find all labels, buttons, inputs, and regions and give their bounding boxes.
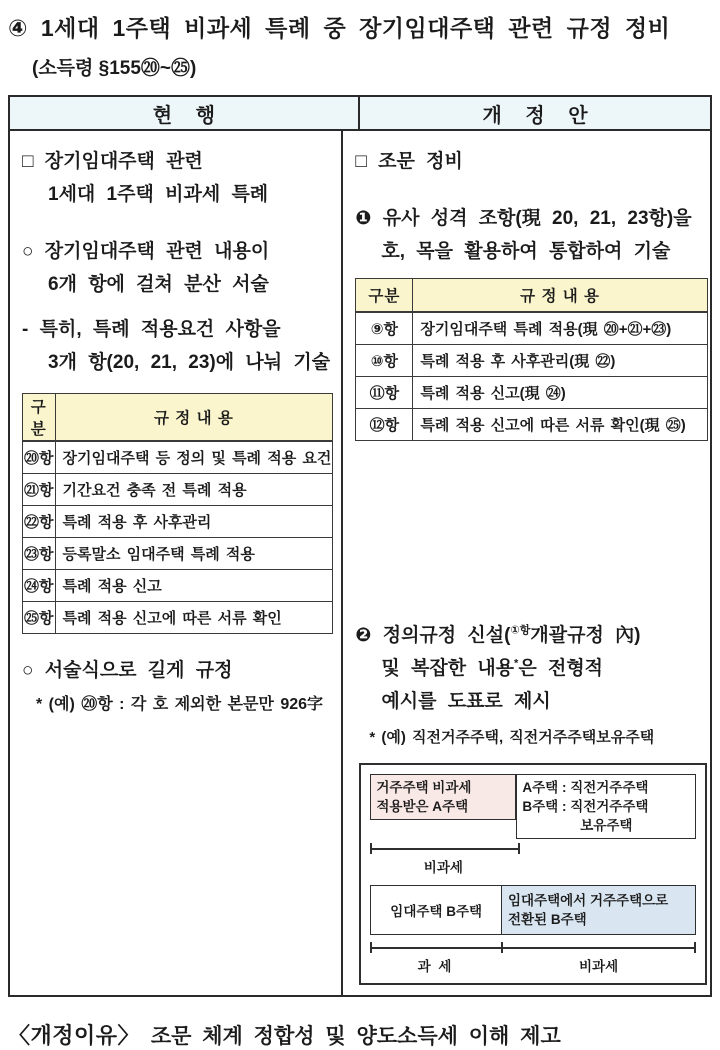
exempt-span-line [370,843,520,854]
revision-reason [8,1019,720,1050]
row-no: ⑨항 [356,312,413,345]
row-no: ㉒항 [23,506,56,538]
revised-para2-line3: 예시를 도표로 제시 [381,691,551,712]
para2-line2-sup: * [514,657,519,670]
legend-line3: 보유주택 [580,818,633,833]
table-row [356,377,707,409]
revised-column [343,131,719,995]
col-division: 구분 [23,394,56,442]
current-para1-line1: ○ 장기임대주택 관련 내용이 [22,241,270,262]
table-row [23,570,333,602]
house-b-converted-box [501,886,695,934]
para2-line1-sup: ①항 [510,624,531,637]
table-row [23,506,333,538]
row-desc: 특례 적용 후 사후관리(現 ㉒) [413,345,707,377]
house-a-line1: 거주주택 비과세 [376,780,472,795]
para2-line2-post: 은 전형적 [518,658,604,679]
current-para2-line1: - 특히, 특례 적용요건 사항을 [22,319,281,340]
table-header-row [23,394,333,442]
row-desc: 기간요건 충족 전 특례 적용 [55,474,333,506]
diagram-top-row [370,774,696,839]
revised-para2-line1 [355,619,711,652]
row-no: ㉑항 [23,474,56,506]
row-desc: 특례 적용 신고에 따른 서류 확인 [55,602,333,634]
house-a-box [370,774,516,820]
revised-heading-line1: □ 조문 정비 [355,151,463,172]
table-row [23,602,333,634]
current-column [10,131,343,995]
row-desc: 장기임대주택 등 정의 및 특례 적용 요건 [55,441,333,474]
comparison-table-header [10,97,710,131]
current-para2-line2: 3개 항(20, 21, 23)에 나눠 기술 [48,352,331,373]
row-no: ㉓항 [23,538,56,570]
legend-line2: B주택 : 직전거주주택 [522,799,649,814]
table-row [23,474,333,506]
row-desc: 특례 적용 신고 [55,570,333,602]
current-heading-item [22,145,333,211]
table-header-row [356,279,707,313]
table-row [356,312,707,345]
table-row [356,409,707,441]
comparison-table-body [10,131,710,995]
house-b-rental-box: 임대주택 B주택 [390,904,483,919]
revised-footnote: * (예) 직전거주주택, 직전거주주택보유주택 [369,729,655,746]
row-no: ⑳항 [23,441,56,474]
current-provisions-table [22,393,333,634]
house-a-line2: 적용받은 A주택 [376,799,469,814]
current-para3-line1: ○ 서술식으로 길게 규정 [22,660,233,681]
table-row [356,345,707,377]
revised-provisions-table [355,278,707,441]
current-para1-line2: 6개 항에 걸쳐 분산 서술 [48,274,269,295]
row-no: ㉕항 [23,602,56,634]
col-division: 구분 [356,279,413,313]
row-desc: 등록말소 임대주택 특례 적용 [55,538,333,570]
page-subtitle: (소득령 §155⑳~㉕) [32,58,197,79]
exempt-span-label: 비과세 [423,860,463,875]
table-row [23,538,333,570]
revision-reason-label: 〈개정이유〉 [8,1023,141,1048]
revised-para2-line2 [355,652,711,685]
example-diagram [359,763,707,985]
current-heading-line1: □ 장기임대주택 관련 [22,151,203,172]
row-desc: 특례 적용 후 사후관리 [55,506,333,538]
revised-heading-item [355,145,711,178]
row-no: ⑪항 [356,377,413,409]
page-title: ④ 1세대 1주택 비과세 특례 중 장기임대주택 관련 규정 정비 [8,15,671,41]
table-row [23,441,333,474]
comparison-table [8,95,712,997]
col-contents: 규 정 내 용 [413,279,707,313]
exempt-label: 비과세 [578,959,619,974]
diagram-bottom-row [370,885,696,935]
current-para1 [22,235,333,301]
legend-line1: A주택 : 직전거주주택 [522,780,649,795]
current-footnote: * (예) ⑳항 : 각 호 제외한 본문만 926字 [36,696,324,713]
current-heading-line2: 1세대 1주택 비과세 특례 [48,184,269,205]
tax-span-labels [370,955,696,975]
current-para2 [22,313,333,379]
para2-line1-pre: ❷ 정의규정 신설( [355,625,511,646]
header-revised: 개 정 안 [482,104,597,127]
house-b-converted-line2: 전환된 B주택 [507,912,587,927]
row-no: ⑩항 [356,345,413,377]
legend-box [516,774,696,839]
revised-para1 [355,202,711,268]
row-desc: 장기임대주택 특례 적용(現 ⑳+㉑+㉓) [413,312,707,345]
tax-span-divider [501,942,503,953]
row-desc: 특례 적용 신고(現 ㉔) [413,377,707,409]
revised-para1-line1: ❶ 유사 성격 조항(現 20, 21, 23항)을 [355,208,692,229]
header-current: 현 행 [10,97,360,129]
revised-para2 [355,619,711,718]
tax-span-line [370,942,696,953]
row-desc: 특례 적용 신고에 따른 서류 확인(現 ㉕) [413,409,707,441]
para2-line2-pre: 및 복잡한 내용 [381,658,515,679]
revised-para1-line2: 호, 목을 활용하여 통합하여 기술 [381,241,671,262]
house-b-converted-line1: 임대주택에서 거주주택으로 [507,893,669,908]
revision-reason-text: 조문 체계 정합성 및 양도소득세 이해 제고 [150,1025,561,1048]
taxed-label: 과 세 [417,959,454,974]
col-contents: 규 정 내 용 [55,394,333,442]
para2-line1-post: 개괄규정 內) [530,625,641,646]
current-para3 [22,654,333,687]
row-no: ⑫항 [356,409,413,441]
row-no: ㉔항 [23,570,56,602]
